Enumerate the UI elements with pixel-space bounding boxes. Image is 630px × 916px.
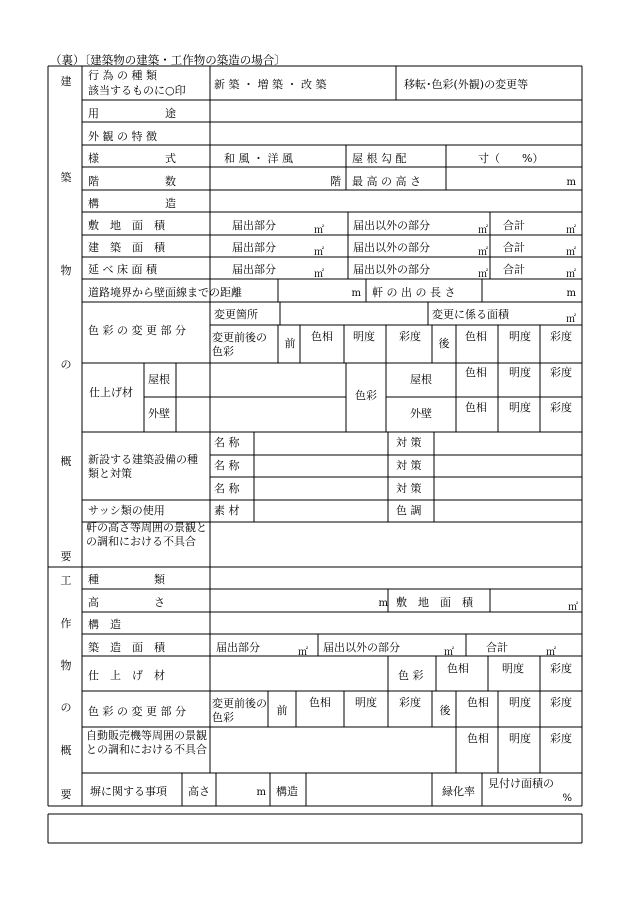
unit-sqm: ㎡ xyxy=(478,225,488,236)
after-label: 後 xyxy=(439,704,451,717)
chroma-label: 彩度 xyxy=(550,696,572,709)
reported-part-label: 届出部分 xyxy=(232,241,276,254)
reported-part-label: 届出部分 xyxy=(216,641,260,654)
value-label: 明度 xyxy=(509,696,531,709)
measure-label: 対 策 xyxy=(396,436,422,449)
value-label: 明度 xyxy=(509,366,531,379)
site-area-label: 敷 地 面 積 xyxy=(88,219,165,232)
after-label: 後 xyxy=(438,337,450,350)
non-reported-part-label: 届出以外の部分 xyxy=(353,241,430,254)
structure-type-label: 種 類 xyxy=(88,573,165,586)
side-char: 物 xyxy=(60,659,72,672)
sash-label: サッシ類の使用 xyxy=(88,504,165,517)
fence-height-label: 高さ xyxy=(188,785,210,798)
color-change-label: 色 彩 の 変 更 部 分 xyxy=(88,324,186,337)
change-area-label: 変更に係る面積 xyxy=(432,308,509,321)
eaves-height-discord-label: 軒の高さ等周囲の景観との調和における不具合 xyxy=(86,521,207,548)
change-location-label: 変更箇所 xyxy=(214,308,258,321)
exterior-wall-label: 外壁 xyxy=(410,407,432,420)
side-char: 要 xyxy=(60,550,72,563)
reported-part-label: 届出部分 xyxy=(232,263,276,276)
unit-sqm: ㎡ xyxy=(566,247,576,258)
chroma-label: 彩度 xyxy=(550,732,572,745)
roof-label: 屋根 xyxy=(148,373,170,386)
color-label: 色彩 xyxy=(355,389,377,402)
visible-area-label: 見付け面積の xyxy=(488,777,554,790)
unit-sqm: ㎡ xyxy=(314,247,324,258)
unit-sqm: ㎡ xyxy=(566,314,576,325)
unit-sqm: ㎡ xyxy=(568,602,578,613)
use-label: 用 途 xyxy=(88,107,176,120)
before-after-color-label: 変更前後の色彩 xyxy=(212,331,267,358)
unit-pct: % xyxy=(562,793,572,804)
unit-sqm: ㎡ xyxy=(566,225,576,236)
value-label: 明度 xyxy=(353,330,375,343)
structure-label: 構 造 xyxy=(88,197,176,210)
hue-label: 色相 xyxy=(467,696,489,709)
value-label: 明度 xyxy=(502,662,524,675)
hue-label: 色相 xyxy=(309,696,331,709)
max-height-label: 最 高 の 高 さ xyxy=(352,175,421,188)
before-label: 前 xyxy=(284,337,296,350)
chroma-label: 彩度 xyxy=(550,401,572,414)
measure-label: 対 策 xyxy=(396,459,422,472)
chroma-label: 彩度 xyxy=(550,662,572,675)
unit-m: m xyxy=(256,787,266,798)
unit-sqm: ㎡ xyxy=(566,269,576,280)
chroma-label: 彩度 xyxy=(550,366,572,379)
eaves-length-label: 軒 の 出 の 長 さ xyxy=(372,286,456,299)
hue-label: 色相 xyxy=(467,732,489,745)
hue-label: 色相 xyxy=(311,330,333,343)
side-char: 工 xyxy=(60,574,72,587)
floors-unit: 階 xyxy=(330,175,341,188)
notes-box[interactable] xyxy=(48,814,582,843)
non-reported-part-label: 届出以外の部分 xyxy=(353,219,430,232)
unit-sqm: ㎡ xyxy=(478,247,488,258)
unit-m: m xyxy=(351,288,361,299)
form-header: （裏）〔建築物の建築・工作物の築造の場合〕 xyxy=(50,53,286,67)
total-label: 合計 xyxy=(503,219,525,232)
value-label: 明度 xyxy=(355,696,377,709)
structure-color-change-label: 色 彩 の 変 更 部 分 xyxy=(88,705,186,718)
structure-height-label: 高 さ xyxy=(88,596,165,609)
roof-pitch-unit: 寸（ %） xyxy=(478,152,544,165)
name-label: 名 称 xyxy=(214,436,240,449)
side-char: 作 xyxy=(60,617,72,630)
hue-label: 色相 xyxy=(465,366,487,379)
vending-discord-label: 自動販売機等周囲の景観との調和における不具合 xyxy=(86,729,207,756)
side-char: 建 xyxy=(60,75,72,88)
structure-construction-label: 構 造 xyxy=(88,618,121,631)
side-char: 概 xyxy=(60,455,72,468)
unit-m: m xyxy=(566,288,576,299)
hue-label: 色相 xyxy=(465,330,487,343)
side-char: 築 xyxy=(60,171,72,184)
chroma-label: 彩度 xyxy=(399,330,421,343)
act-type-options-2[interactable]: 移転･色彩(外観)の変更等 xyxy=(404,78,529,91)
before-label: 前 xyxy=(276,704,288,717)
unit-sqm: ㎡ xyxy=(298,647,308,658)
fence-label: 塀に関する事項 xyxy=(90,785,167,798)
style-options[interactable]: 和 風 ・ 洋 風 xyxy=(224,152,293,165)
chroma-label: 彩度 xyxy=(399,696,421,709)
appearance-label: 外 観 の 特 徴 xyxy=(88,130,157,143)
hue-label: 色相 xyxy=(465,401,487,414)
act-type-label: 行 為 の 種 類 xyxy=(88,69,157,82)
unit-m: m xyxy=(378,598,388,609)
construction-area-label: 築 造 面 積 xyxy=(88,641,165,654)
non-reported-part-label: 届出以外の部分 xyxy=(323,641,400,654)
unit-sqm: ㎡ xyxy=(314,225,324,236)
total-label: 合計 xyxy=(486,641,508,654)
measure-label: 対 策 xyxy=(396,482,422,495)
structure-site-area-label: 敷 地 面 積 xyxy=(396,596,473,609)
side-char: 概 xyxy=(60,744,72,757)
unit-sqm: ㎡ xyxy=(546,647,556,658)
value-label: 明度 xyxy=(509,732,531,745)
fence-structure-label: 構造 xyxy=(276,785,298,798)
act-type-options[interactable]: 新 築 ・ 増 築 ・ 改 築 xyxy=(214,78,327,91)
reported-part-label: 届出部分 xyxy=(232,219,276,232)
color-tone-label: 色 調 xyxy=(396,504,422,517)
material-label: 素 材 xyxy=(214,504,240,517)
hue-label: 色相 xyxy=(447,662,469,675)
before-after-color-label: 変更前後の色彩 xyxy=(212,697,267,724)
unit-m: m xyxy=(566,177,576,188)
non-reported-part-label: 届出以外の部分 xyxy=(353,263,430,276)
roof-pitch-label: 屋 根 勾 配 xyxy=(352,152,407,165)
exterior-wall-label: 外壁 xyxy=(148,407,170,420)
equipment-label: 新設する建築設備の種類と対策 xyxy=(88,453,198,480)
name-label: 名 称 xyxy=(214,459,240,472)
unit-sqm: ㎡ xyxy=(478,269,488,280)
building-area-label: 建 築 面 積 xyxy=(88,241,165,254)
value-label: 明度 xyxy=(509,401,531,414)
total-label: 合計 xyxy=(503,263,525,276)
unit-sqm: ㎡ xyxy=(444,647,454,658)
floors-label: 階 数 xyxy=(88,175,176,188)
total-label: 合計 xyxy=(503,241,525,254)
name-label: 名 称 xyxy=(214,482,240,495)
act-type-label-2: 該当するものに○印 xyxy=(88,84,186,97)
chroma-label: 彩度 xyxy=(550,330,572,343)
wall-distance-label: 道路境界から壁面線までの距離 xyxy=(88,286,242,299)
value-label: 明度 xyxy=(509,330,531,343)
side-char: の xyxy=(60,358,72,371)
roof-label: 屋根 xyxy=(410,373,432,386)
total-floor-area-label: 延 べ 床 面 積 xyxy=(88,263,157,276)
finish-material-label: 仕上げ材 xyxy=(89,386,133,399)
side-char: 要 xyxy=(60,788,72,801)
structure-color-label: 色 彩 xyxy=(398,669,424,682)
side-char: 物 xyxy=(60,264,72,277)
greening-rate-label: 緑化率 xyxy=(442,785,475,798)
structure-finish-label: 仕 上 げ 材 xyxy=(88,669,165,682)
side-char: の xyxy=(60,701,72,714)
style-label: 様 式 xyxy=(88,152,176,165)
unit-sqm: ㎡ xyxy=(314,269,324,280)
